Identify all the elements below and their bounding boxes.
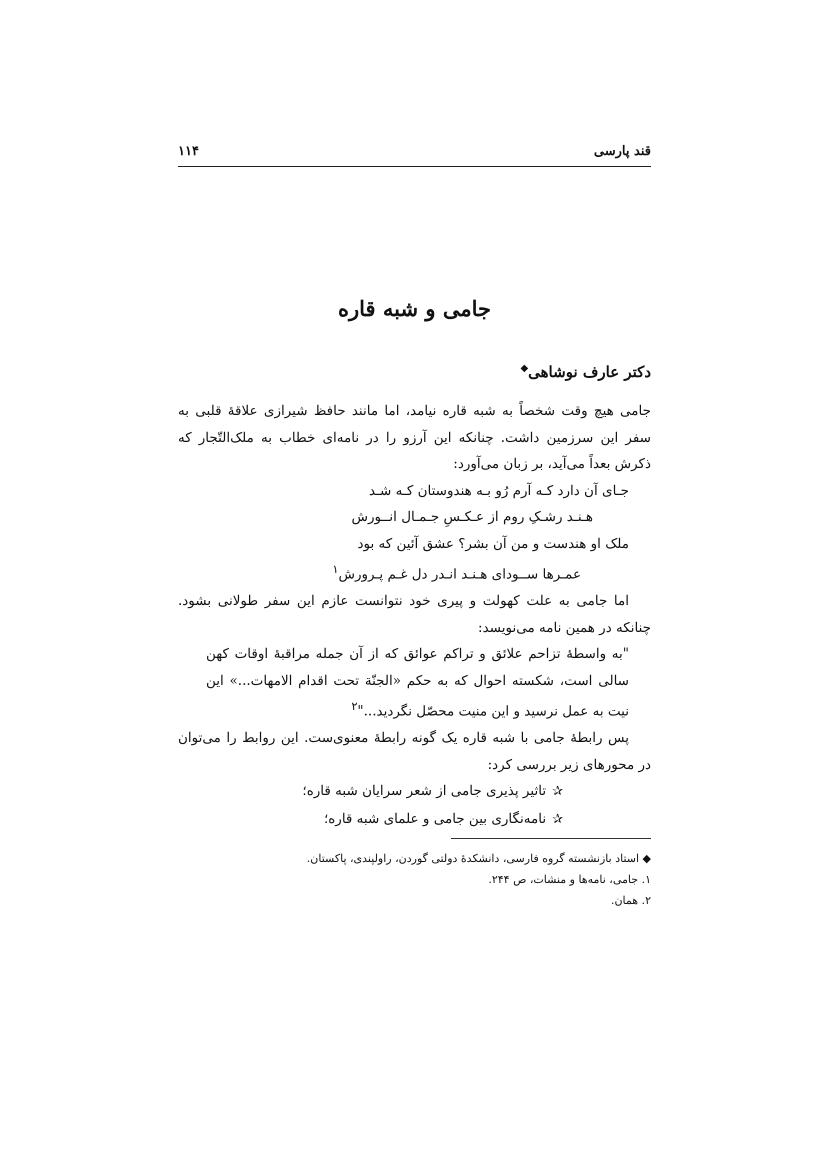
verse-line-1: جـای آن دارد کـه آرم رُو بـه هندوستان کـه شـد bbox=[369, 482, 629, 499]
author-byline bbox=[520, 363, 651, 381]
star-icon: ✰ bbox=[552, 811, 563, 827]
footnote-divider bbox=[451, 838, 651, 839]
footnotes bbox=[178, 848, 651, 911]
header-divider bbox=[178, 166, 651, 167]
article-body bbox=[178, 398, 651, 833]
footnote-1: ۱. جامی، نامه‌ها و منشات، ص ۲۴۴. bbox=[488, 873, 651, 886]
verse-line-4-text: عمـرها ســودای هـنـد انـدر دل غـم پـرورش bbox=[338, 566, 581, 583]
bullet-item-2 bbox=[178, 806, 651, 834]
author-name: دکتر عارف نوشاهی bbox=[528, 363, 651, 381]
paragraph-intro: جامی هیچ وقت شخصاً به شبه قاره نیامد، اما مانند حافظ شیرازی علاقهٔ قلبی به سفر این سرزمین داشت. چنانکه این آرزو را در نامه‌ای خطاب به ملک‌التّجار که ذکرش بعداً می‌آید، بر زبان می‌آورد: bbox=[178, 403, 651, 472]
footnote-2: ۲. همان. bbox=[610, 894, 651, 907]
author-mark: ◆ bbox=[520, 363, 529, 374]
bullet-item-1 bbox=[178, 778, 651, 806]
footnote-ref-2: ۲ bbox=[351, 700, 358, 713]
footnote-author: ◆ استاد بازنشسته گروه فارسی، دانشکدهٔ دولتی گوردن، راولپندی، پاکستان. bbox=[306, 852, 651, 865]
verse-line-2: هـنـد رشـکِ روم از عـکـسِ جـمـال انــورش bbox=[351, 509, 593, 525]
page-number: ۱۱۴ bbox=[178, 144, 199, 159]
verse-line-3: ملک او هندست و من آن بشر؟ عشق آئین که بود bbox=[357, 535, 629, 552]
paragraph-age: اما جامی به علت کهولت و پیری خود نتوانست عازم این سفر طولانی بشود. چنانکه در همین نامه می‌نویسد: bbox=[178, 593, 651, 636]
verse-line-4 bbox=[178, 557, 651, 588]
star-icon: ✰ bbox=[552, 784, 563, 799]
bullet-text-2: نامه‌نگاری بین جامی و علمای شبه قاره؛ bbox=[323, 810, 547, 827]
paragraph-relations: پس رابطهٔ جامی با شبه قاره یک گونه رابطهٔ معنوی‌ست. این روابط را می‌توان در محورهای زیر بررسی کرد: bbox=[178, 730, 651, 773]
footnote-ref-1: ۱ bbox=[332, 563, 339, 576]
bullet-text-1: تاثیر پذیری جامی از شعر سرایان شبه قاره؛ bbox=[302, 783, 547, 799]
article-title: جامی و شبه قاره bbox=[338, 296, 491, 321]
letter-quote-text: "به واسطهٔ تزاحم علائق و تراکم عوائق که از آن جمله مراقبهٔ اوقات کهن سالی است، شکسته احوال که به حکم «الجنّة تحت اقدام الامهات...» این نیت به عمل نرسید و این منیت محصّل نگردید..." bbox=[206, 646, 629, 720]
letter-quote bbox=[178, 641, 651, 725]
journal-title: قند پارسی bbox=[593, 144, 651, 159]
running-header bbox=[178, 144, 651, 164]
